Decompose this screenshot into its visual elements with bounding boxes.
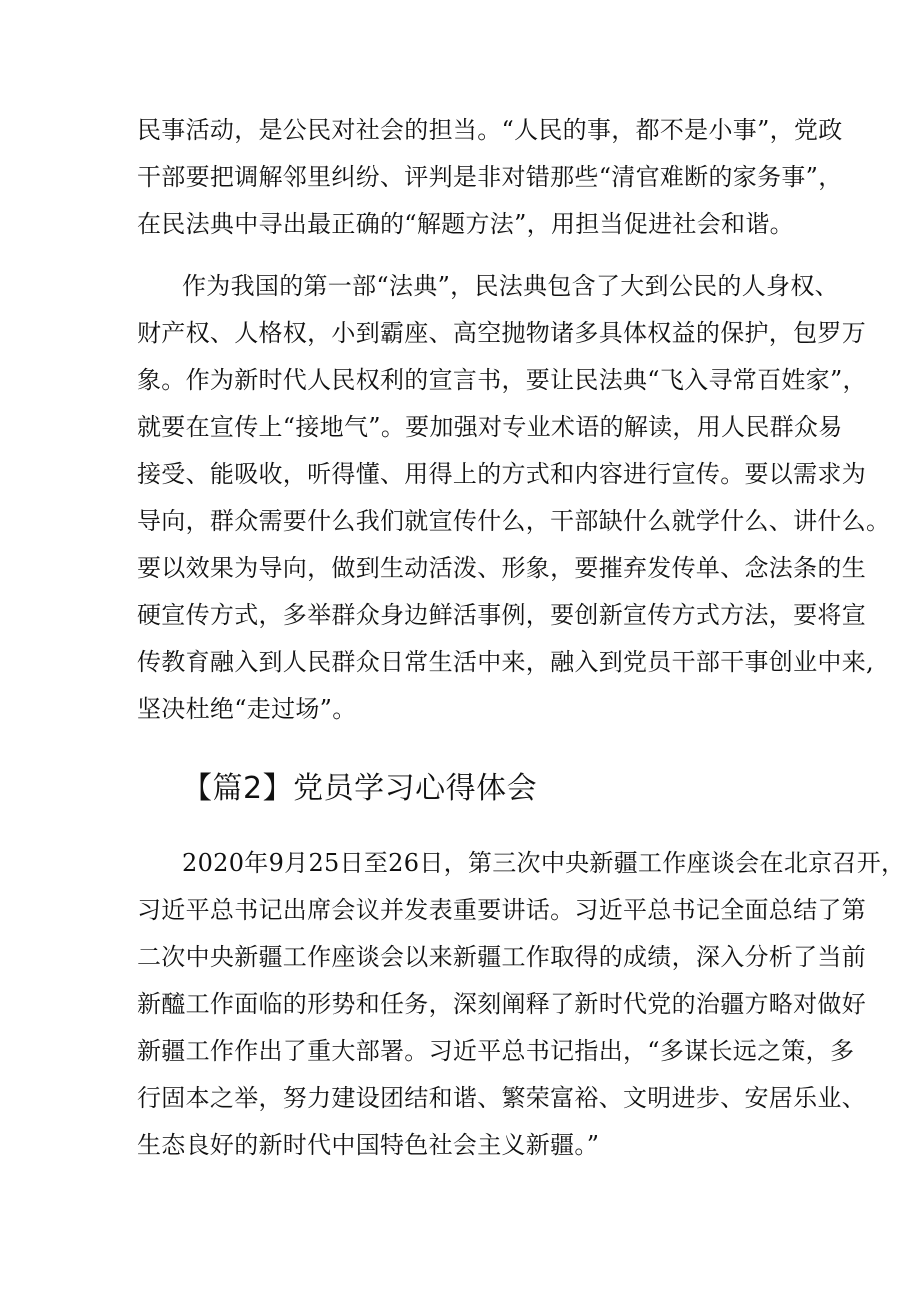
paragraph-line: 新醯工作面临的形势和任务，深刻阐释了新时代党的治疆方略对做好 <box>137 990 866 1018</box>
paragraph-line: 传教育融入到人民群众日常生活中来，融入到党员干部干事创业中来, <box>137 648 874 676</box>
paragraph-line: 二次中央新疆工作座谈会以来新疆工作取得的成绩，深入分析了当前 <box>137 943 866 971</box>
paragraph-line: 坚决杜绝“走过场”。 <box>137 695 357 723</box>
paragraph-line: 民事活动，是公民对社会的担当。“人民的事，都不是小事”，党政 <box>137 116 843 144</box>
paragraph-line: 财产权、人格权，小到霸座、高空抛物诸多具体权益的保护，包罗万 <box>137 319 866 347</box>
paragraph-line: 生态良好的新时代中国特色社会主义新疆。” <box>137 1131 600 1159</box>
section-heading: 【篇2】党员学习心得体会 <box>182 771 538 806</box>
paragraph-line: 行固本之举，努力建设团结和谐、繁荣富裕、文明进步、安居乐业、 <box>137 1084 866 1112</box>
paragraph-line: 要以效果为导向，做到生动活泼、形象，要摧弃发传单、念法条的生 <box>137 554 866 582</box>
paragraph-line: 导向，群众需要什么我们就宣传什么，干部缺什么就学什么、讲什么。 <box>137 507 891 535</box>
paragraph-line: 象。作为新时代人民权利的宣言书，要让民法典“飞入寻常百姓家”， <box>137 366 867 394</box>
paragraph-line: 硬宣传方式，多举群众身边鲜活事例，要创新宣传方式方法，要将宣 <box>137 601 866 629</box>
paragraph-line: 在民法典中寻出最正确的“解题方法”，用担当促进社会和谐。 <box>137 210 794 238</box>
paragraph-line: 2020年9月25日至26日，第三次中央新疆工作座谈会在北京召开， <box>182 849 906 877</box>
paragraph-line: 就要在宣传上“接地气”。要加强对专业术语的解读，用人民群众易 <box>137 413 843 441</box>
paragraph-line: 接受、能吸收，听得懂、用得上的方式和内容进行宣传。要以需求为 <box>137 460 866 488</box>
paragraph-line: 习近平总书记出席会议并发表重要讲话。习近平总书记全面总结了第 <box>137 896 866 924</box>
paragraph-line: 新疆工作作出了重大部署。习近平总书记指出，“多谋长远之策，多 <box>137 1037 855 1065</box>
paragraph-line: 干部要把调解邻里纠纷、评判是非对错那些“清官难断的家务事”， <box>137 163 843 191</box>
paragraph-line: 作为我国的第一部“法典”，民法典包含了大到公民的人身权、 <box>182 272 839 300</box>
